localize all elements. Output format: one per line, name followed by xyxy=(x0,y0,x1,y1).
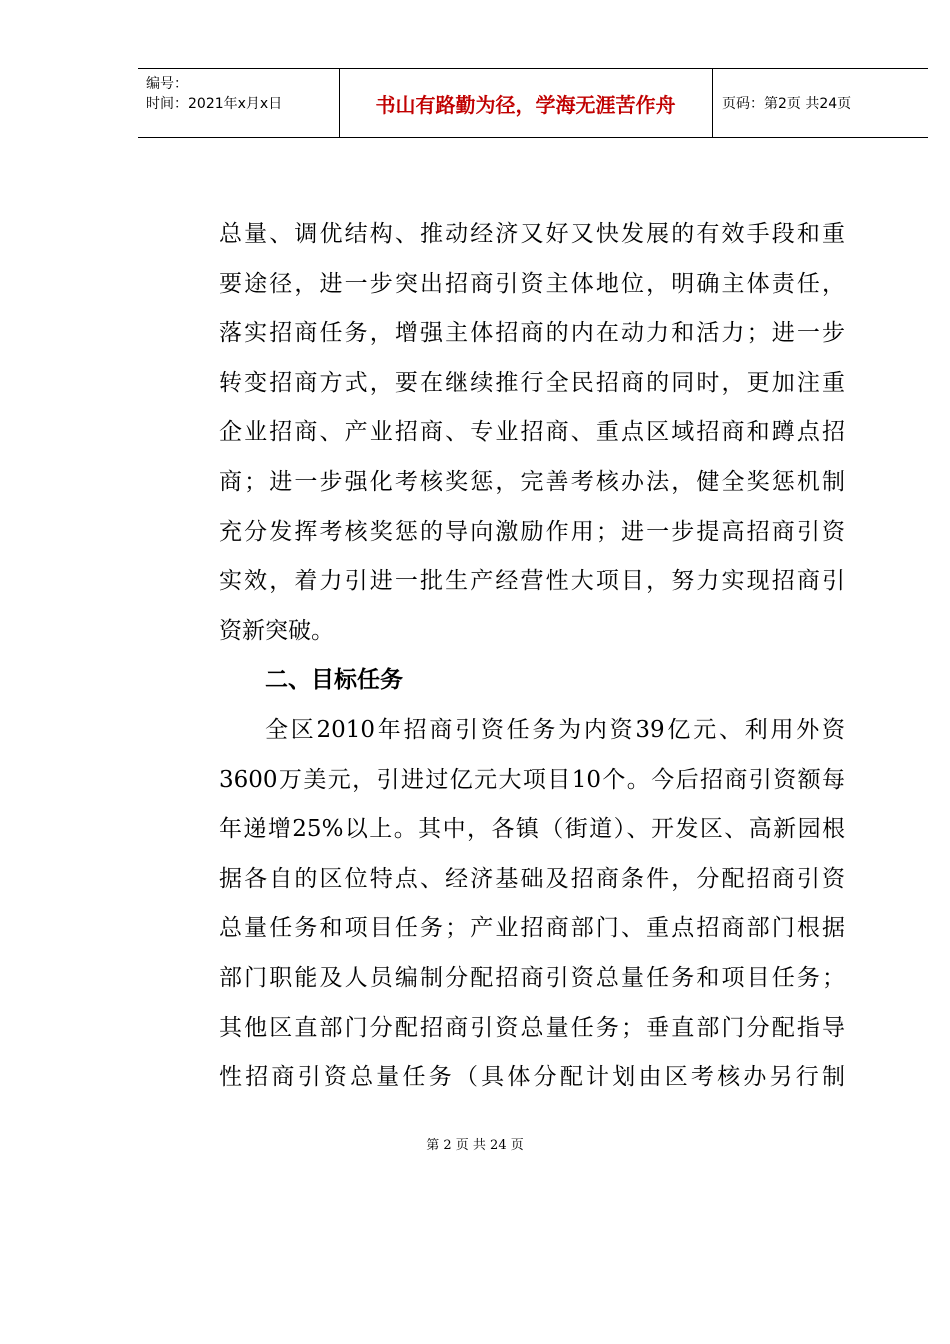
body-line: 实效，着力引进一批生产经营性大项目，努力实现招商引 xyxy=(219,568,845,595)
header-meta xyxy=(138,69,340,137)
body-line: 全区2010年招商引资任务为内资39亿元、利用外资 xyxy=(265,716,845,743)
body-line: 部门职能及人员编制分配招商引资总量任务和项目任务； xyxy=(219,964,845,991)
body-line: 转变招商方式，要在继续推行全民招商的同时，更加注重 xyxy=(219,369,845,396)
body-line: 3600万美元，引进过亿元大项目10个。今后招商引资额每 xyxy=(219,766,845,793)
body-line: 资新突破。 xyxy=(219,617,334,644)
body-line: 据各自的区位特点、经济基础及招商条件，分配招商引资 xyxy=(219,865,845,892)
body-line: 企业招商、产业招商、专业招商、重点区域招商和蹲点招 xyxy=(219,419,845,446)
body-line: 总量任务和项目任务；产业招商部门、重点招商部门根据 xyxy=(219,915,845,942)
document-header xyxy=(138,68,928,138)
body-line: 要途径，进一步突出招商引资主体地位，明确主体责任， xyxy=(219,270,845,297)
body-line: 其他区直部门分配招商引资总量任务；垂直部门分配指导 xyxy=(219,1014,845,1041)
section-heading: 二、目标任务 xyxy=(265,667,403,694)
body-line: 总量、调优结构、推动经济又好又快发展的有效手段和重 xyxy=(219,221,845,247)
body-line: 性招商引资总量任务（具体分配计划由区考核办另行制 xyxy=(219,1064,845,1091)
header-page-info: 页码：第2页 共24页 xyxy=(722,96,852,112)
body-line: 商；进一步强化考核奖惩，完善考核办法，健全奖惩机制 xyxy=(219,468,845,495)
header-motto: 书山有路勤为径，学海无涯苦作舟 xyxy=(339,69,713,137)
document-body xyxy=(219,210,845,1103)
number-label: 编号： xyxy=(146,76,188,92)
time-label: 时间：2021年x月x日 xyxy=(146,96,283,112)
body-line: 年递增25%以上。其中，各镇（街道）、开发区、高新园根 xyxy=(219,816,845,843)
body-line: 落实招商任务，增强主体招商的内在动力和活力；进一步 xyxy=(219,320,845,347)
body-line: 充分发挥考核奖惩的导向激励作用；进一步提高招商引资 xyxy=(219,518,845,545)
page-footer: 第 2 页 共 24 页 xyxy=(426,1138,524,1153)
